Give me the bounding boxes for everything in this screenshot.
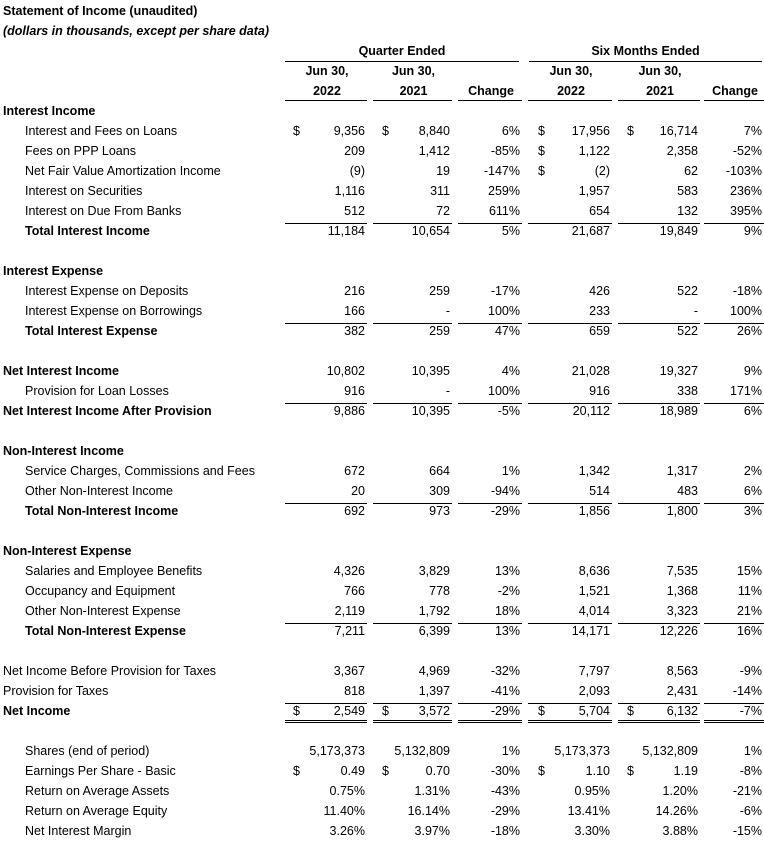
table-cell-value: 13.41% [567,804,610,818]
table-cell-value: 1.10 [585,764,610,778]
double-underline-bottom [618,722,700,723]
table-cell-value: -9% [739,664,762,678]
table-cell-value: -14% [732,684,762,698]
table-cell-value: 1,792 [418,604,450,618]
double-underline-bottom [528,722,612,723]
table-cell-value: -52% [732,144,762,158]
column-header-underline [618,100,700,101]
total-rule [704,223,764,224]
column-header-underline [704,100,764,101]
row-label: Shares (end of period) [25,744,150,758]
table-cell-value: 7% [743,124,762,138]
table-cell-value: 9% [743,364,762,378]
table-cell-value: -21% [732,784,762,798]
table-cell-value: 10,654 [411,224,450,238]
total-rule [528,403,612,404]
total-rule [618,403,700,404]
table-cell-value: 1,368 [666,584,698,598]
table-cell-value: 0.70 [425,764,450,778]
table-cell-value: 973 [429,504,450,518]
total-rule [285,323,367,324]
page-subtitle: (dollars in thousands, except per share data) [3,24,270,38]
row-label: Interest on Securities [25,184,143,198]
total-rule [285,223,367,224]
total-rule [618,223,700,224]
table-cell-value: -29% [490,504,520,518]
table-cell-value: 1,116 [334,184,365,198]
table-cell-value: 0.49 [340,764,365,778]
dollar-sign: $ [293,124,300,138]
table-cell-value: 382 [344,324,365,338]
row-label: Interest Income [3,104,96,118]
dollar-sign: $ [293,764,300,778]
row-label: Other Non-Interest Expense [25,604,181,618]
table-cell-value: 3,323 [666,604,698,618]
total-rule [528,223,612,224]
double-underline-bottom [285,722,367,723]
dollar-sign: $ [538,124,545,138]
table-cell-value: 0.95% [574,784,610,798]
table-cell-value: 10,802 [326,364,365,378]
row-label: Interest Expense on Deposits [25,284,189,298]
table-cell-value: 3,572 [418,704,450,718]
table-cell-value: 1,800 [666,504,698,518]
double-underline-bottom [373,722,452,723]
row-label: Net Fair Value Amortization Income [25,164,221,178]
table-cell-value: 1,317 [666,464,698,478]
table-cell-value: - [445,304,450,318]
table-cell-value: 5% [501,224,520,238]
column-header-year: 2021 [646,84,674,98]
table-cell-value: 311 [430,184,450,198]
total-rule [618,503,700,504]
table-cell-value: -147% [483,164,520,178]
table-cell-value: 3.97% [414,824,450,838]
column-header-date: Jun 30, [305,64,349,78]
table-cell-value: 9,886 [333,404,365,418]
column-header-year: Change [712,84,758,98]
table-cell-value: 338 [677,384,698,398]
table-cell-value: 100% [730,304,762,318]
table-cell-value: -94% [490,484,520,498]
table-cell-value: 11,184 [327,224,365,238]
table-cell-value: 16.14% [407,804,450,818]
column-header-date: Jun 30, [391,64,436,78]
table-cell-value: 10,395 [411,404,450,418]
table-cell-value: 3,829 [418,564,450,578]
table-cell-value: 692 [344,504,365,518]
row-label: Interest Expense [3,264,104,278]
table-cell-value: 483 [677,484,698,498]
total-rule [704,623,764,624]
column-header-year: 2022 [557,84,585,98]
table-cell-value: 1,856 [578,504,610,518]
table-cell-value: 583 [677,184,698,198]
table-cell-value: 778 [429,584,450,598]
table-cell-value: 3.88% [662,824,698,838]
row-label: Net Income Before Provision for Taxes [3,664,217,678]
column-header-year: 2022 [313,84,341,98]
table-cell-value: 233 [589,304,610,318]
dollar-sign: $ [627,124,634,138]
table-cell-value: 1,397 [418,684,450,698]
double-underline-top [704,720,764,721]
table-cell-value: 8,636 [578,564,610,578]
table-cell-value: 18,989 [659,404,698,418]
total-rule [618,323,700,324]
table-cell-value: 611% [488,204,520,218]
double-underline-top [528,720,612,721]
table-cell-value: 2,431 [666,684,698,698]
table-cell-value: 20 [351,484,365,498]
row-label: Net Interest Income After Provision [3,404,212,418]
table-cell-value: 21% [736,604,762,618]
table-cell-value: 766 [344,584,365,598]
table-cell-value: 4,969 [418,664,450,678]
total-rule [373,323,452,324]
table-cell-value: 395% [730,204,762,218]
total-rule [458,503,522,504]
column-header-date: Jun 30, [638,64,682,78]
table-cell-value: 4,014 [578,604,610,618]
table-cell-value: 7,535 [666,564,698,578]
row-label: Net Income [3,704,71,718]
table-cell-value: - [693,304,698,318]
table-cell-value: 3,367 [333,664,365,678]
table-cell-value: 2,549 [333,704,365,718]
table-cell-value: -15% [732,824,762,838]
total-rule [618,623,700,624]
table-cell-value: 20,112 [572,404,610,418]
table-cell-value: 6,132 [666,704,698,718]
table-cell-value: 1% [501,464,520,478]
table-cell-value: 8,563 [666,664,698,678]
row-label: Provision for Loan Losses [25,384,169,398]
total-rule [458,223,522,224]
table-cell-value: 21,687 [571,224,610,238]
row-label: Service Charges, Commissions and Fees [25,464,255,478]
row-label: Total Non-Interest Income [25,504,179,518]
table-cell-value: -85% [490,144,520,158]
table-cell-value: 26% [736,324,762,338]
table-cell-value: -32% [490,664,520,678]
table-cell-value: 209 [344,144,365,158]
row-label: Occupancy and Equipment [25,584,176,598]
table-cell-value: 19 [436,164,450,178]
table-cell-value: 4% [501,364,520,378]
double-underline-top [618,720,700,721]
total-rule [528,323,612,324]
table-cell-value: 11.40% [323,804,365,818]
double-underline-top [373,720,452,721]
table-cell-value: 2,093 [578,684,610,698]
table-cell-value: 72 [436,204,450,218]
table-cell-value: 18% [494,604,520,618]
table-cell-value: 13% [494,564,520,578]
table-cell-value: 1% [501,744,520,758]
table-cell-value: 7,797 [578,664,610,678]
total-rule [285,403,367,404]
dollar-sign: $ [382,764,389,778]
row-label: Other Non-Interest Income [25,484,173,498]
total-rule [373,503,452,504]
table-cell-value: -103% [725,164,762,178]
row-label: Return on Average Equity [25,804,168,818]
table-cell-value: 17,956 [571,124,610,138]
table-cell-value: 916 [589,384,610,398]
group-underline-quarter [285,61,519,62]
table-cell-value: 3.30% [574,824,610,838]
column-header-underline [373,100,452,101]
column-header-year: Change [468,84,514,98]
page-title: Statement of Income (unaudited) [3,4,198,18]
double-underline-bottom [458,722,522,723]
table-cell-value: 3.26% [329,824,365,838]
table-cell-value: 6% [501,124,520,138]
column-header-year: 2021 [399,84,428,98]
table-cell-value: 1.20% [662,784,698,798]
table-cell-value: 19,327 [659,364,698,378]
total-rule [458,623,522,624]
table-cell-value: 654 [589,204,610,218]
table-cell-value: 1.19 [673,764,698,778]
table-cell-value: 1,957 [578,184,610,198]
total-rule [373,403,452,404]
row-label: Fees on PPP Loans [25,144,136,158]
dollar-sign: $ [382,704,389,718]
dollar-sign: $ [538,144,545,158]
group-header-quarter: Quarter Ended [358,44,446,58]
table-cell-value: 1,412 [418,144,450,158]
row-label: Interest and Fees on Loans [25,124,178,138]
table-cell-value: 12,226 [659,624,698,638]
table-cell-value: 1,521 [578,584,610,598]
table-cell-value: 426 [589,284,610,298]
table-cell-value: -8% [739,764,762,778]
total-rule [528,703,612,704]
total-rule [528,623,612,624]
total-rule [704,403,764,404]
total-rule [618,703,700,704]
row-label: Interest on Due From Banks [25,204,182,218]
table-cell-value: -30% [490,764,520,778]
double-underline-top [285,720,367,721]
total-rule [704,503,764,504]
dollar-sign: $ [627,764,634,778]
table-cell-value: 15% [736,564,762,578]
total-rule [458,323,522,324]
table-cell-value: 522 [677,324,698,338]
dollar-sign: $ [538,704,545,718]
table-cell-value: 132 [677,204,698,218]
column-header-underline [528,100,612,101]
table-cell-value: 6% [743,484,762,498]
table-cell-value: 259 [429,324,450,338]
table-cell-value: 5,173,373 [309,744,365,758]
total-rule [373,703,452,704]
table-cell-value: -7% [739,704,762,718]
total-rule [373,223,452,224]
table-cell-value: 1,122 [578,144,610,158]
table-cell-value: 5,132,809 [642,744,698,758]
table-cell-value: -43% [490,784,520,798]
table-cell-value: 16,714 [659,124,698,138]
table-cell-value: - [445,384,450,398]
double-underline-top [458,720,522,721]
table-cell-value: 659 [589,324,610,338]
table-cell-value: -18% [490,824,520,838]
row-label: Non-Interest Expense [3,544,132,558]
row-label: Salaries and Employee Benefits [25,564,203,578]
table-cell-value: 16% [736,624,762,638]
table-cell-value: 2% [743,464,762,478]
total-rule [285,703,367,704]
table-cell-value: 19,849 [659,224,698,238]
table-cell-value: 259 [429,284,450,298]
row-label: Return on Average Assets [25,784,170,798]
total-rule [458,403,522,404]
row-label: Non-Interest Income [3,444,124,458]
dollar-sign: $ [538,764,545,778]
table-cell-value: 9% [743,224,762,238]
table-cell-value: (9) [349,164,365,178]
row-label: Earnings Per Share - Basic [25,764,176,778]
table-cell-value: -6% [739,804,762,818]
table-cell-value: 7,211 [334,624,365,638]
table-cell-value: -18% [732,284,762,298]
dollar-sign: $ [293,704,300,718]
table-cell-value: -2% [497,584,520,598]
table-cell-value: 664 [429,464,450,478]
table-cell-value: 1% [743,744,762,758]
group-header-six-months: Six Months Ended [591,44,700,58]
total-rule [704,323,764,324]
table-cell-value: -41% [490,684,520,698]
total-rule [285,503,367,504]
table-cell-value: 3% [743,504,762,518]
double-underline-bottom [704,722,764,723]
group-underline-six-months [529,61,762,62]
table-cell-value: 0.75% [329,784,365,798]
table-cell-value: 8,840 [418,124,450,138]
total-rule [373,623,452,624]
table-cell-value: 13% [494,624,520,638]
table-cell-value: -29% [490,804,520,818]
dollar-sign: $ [382,124,389,138]
total-rule [285,623,367,624]
column-header-underline [458,100,522,101]
table-cell-value: 6,399 [418,624,450,638]
row-label: Net Interest Income [3,364,120,378]
total-rule [528,503,612,504]
table-cell-value: 259% [488,184,520,198]
row-label: Interest Expense on Borrowings [25,304,203,318]
table-cell-value: 100% [488,384,520,398]
table-cell-value: 2,358 [666,144,698,158]
table-cell-value: 5,132,809 [394,744,450,758]
column-header-date: Jun 30, [549,64,593,78]
table-cell-value: 5,173,373 [554,744,610,758]
dollar-sign: $ [627,704,634,718]
table-cell-value: 1.31% [414,784,450,798]
table-cell-value: 522 [677,284,698,298]
table-cell-value: 21,028 [571,364,610,378]
table-cell-value: 4,326 [333,564,365,578]
table-cell-value: 9,356 [333,124,365,138]
table-cell-value: 11% [737,584,762,598]
table-cell-value: -29% [490,704,520,718]
row-label: Total Non-Interest Expense [25,624,186,638]
table-cell-value: 216 [344,284,365,298]
row-label: Provision for Taxes [3,684,109,698]
table-cell-value: 309 [429,484,450,498]
table-cell-value: 166 [344,304,365,318]
table-cell-value: 100% [488,304,520,318]
table-cell-value: 672 [344,464,365,478]
total-rule [458,703,522,704]
table-cell-value: 47% [494,324,520,338]
row-label: Total Interest Expense [25,324,158,338]
table-cell-value: 6% [743,404,762,418]
table-cell-value: -5% [497,404,520,418]
row-label: Total Interest Income [25,224,150,238]
column-header-underline [285,100,367,101]
table-cell-value: 2,119 [334,604,365,618]
table-cell-value: 916 [344,384,365,398]
table-cell-value: 236% [730,184,762,198]
table-cell-value: -17% [490,284,520,298]
table-cell-value: 171% [730,384,762,398]
table-cell-value: 14.26% [655,804,698,818]
total-rule [704,703,764,704]
table-cell-value: 512 [344,204,365,218]
table-cell-value: (2) [594,164,610,178]
table-cell-value: 1,342 [578,464,610,478]
table-cell-value: 62 [684,164,698,178]
row-label: Net Interest Margin [25,824,132,838]
dollar-sign: $ [538,164,545,178]
table-cell-value: 10,395 [411,364,450,378]
table-cell-value: 818 [344,684,365,698]
table-cell-value: 514 [589,484,610,498]
table-cell-value: 5,704 [578,704,610,718]
table-cell-value: 14,171 [571,624,610,638]
